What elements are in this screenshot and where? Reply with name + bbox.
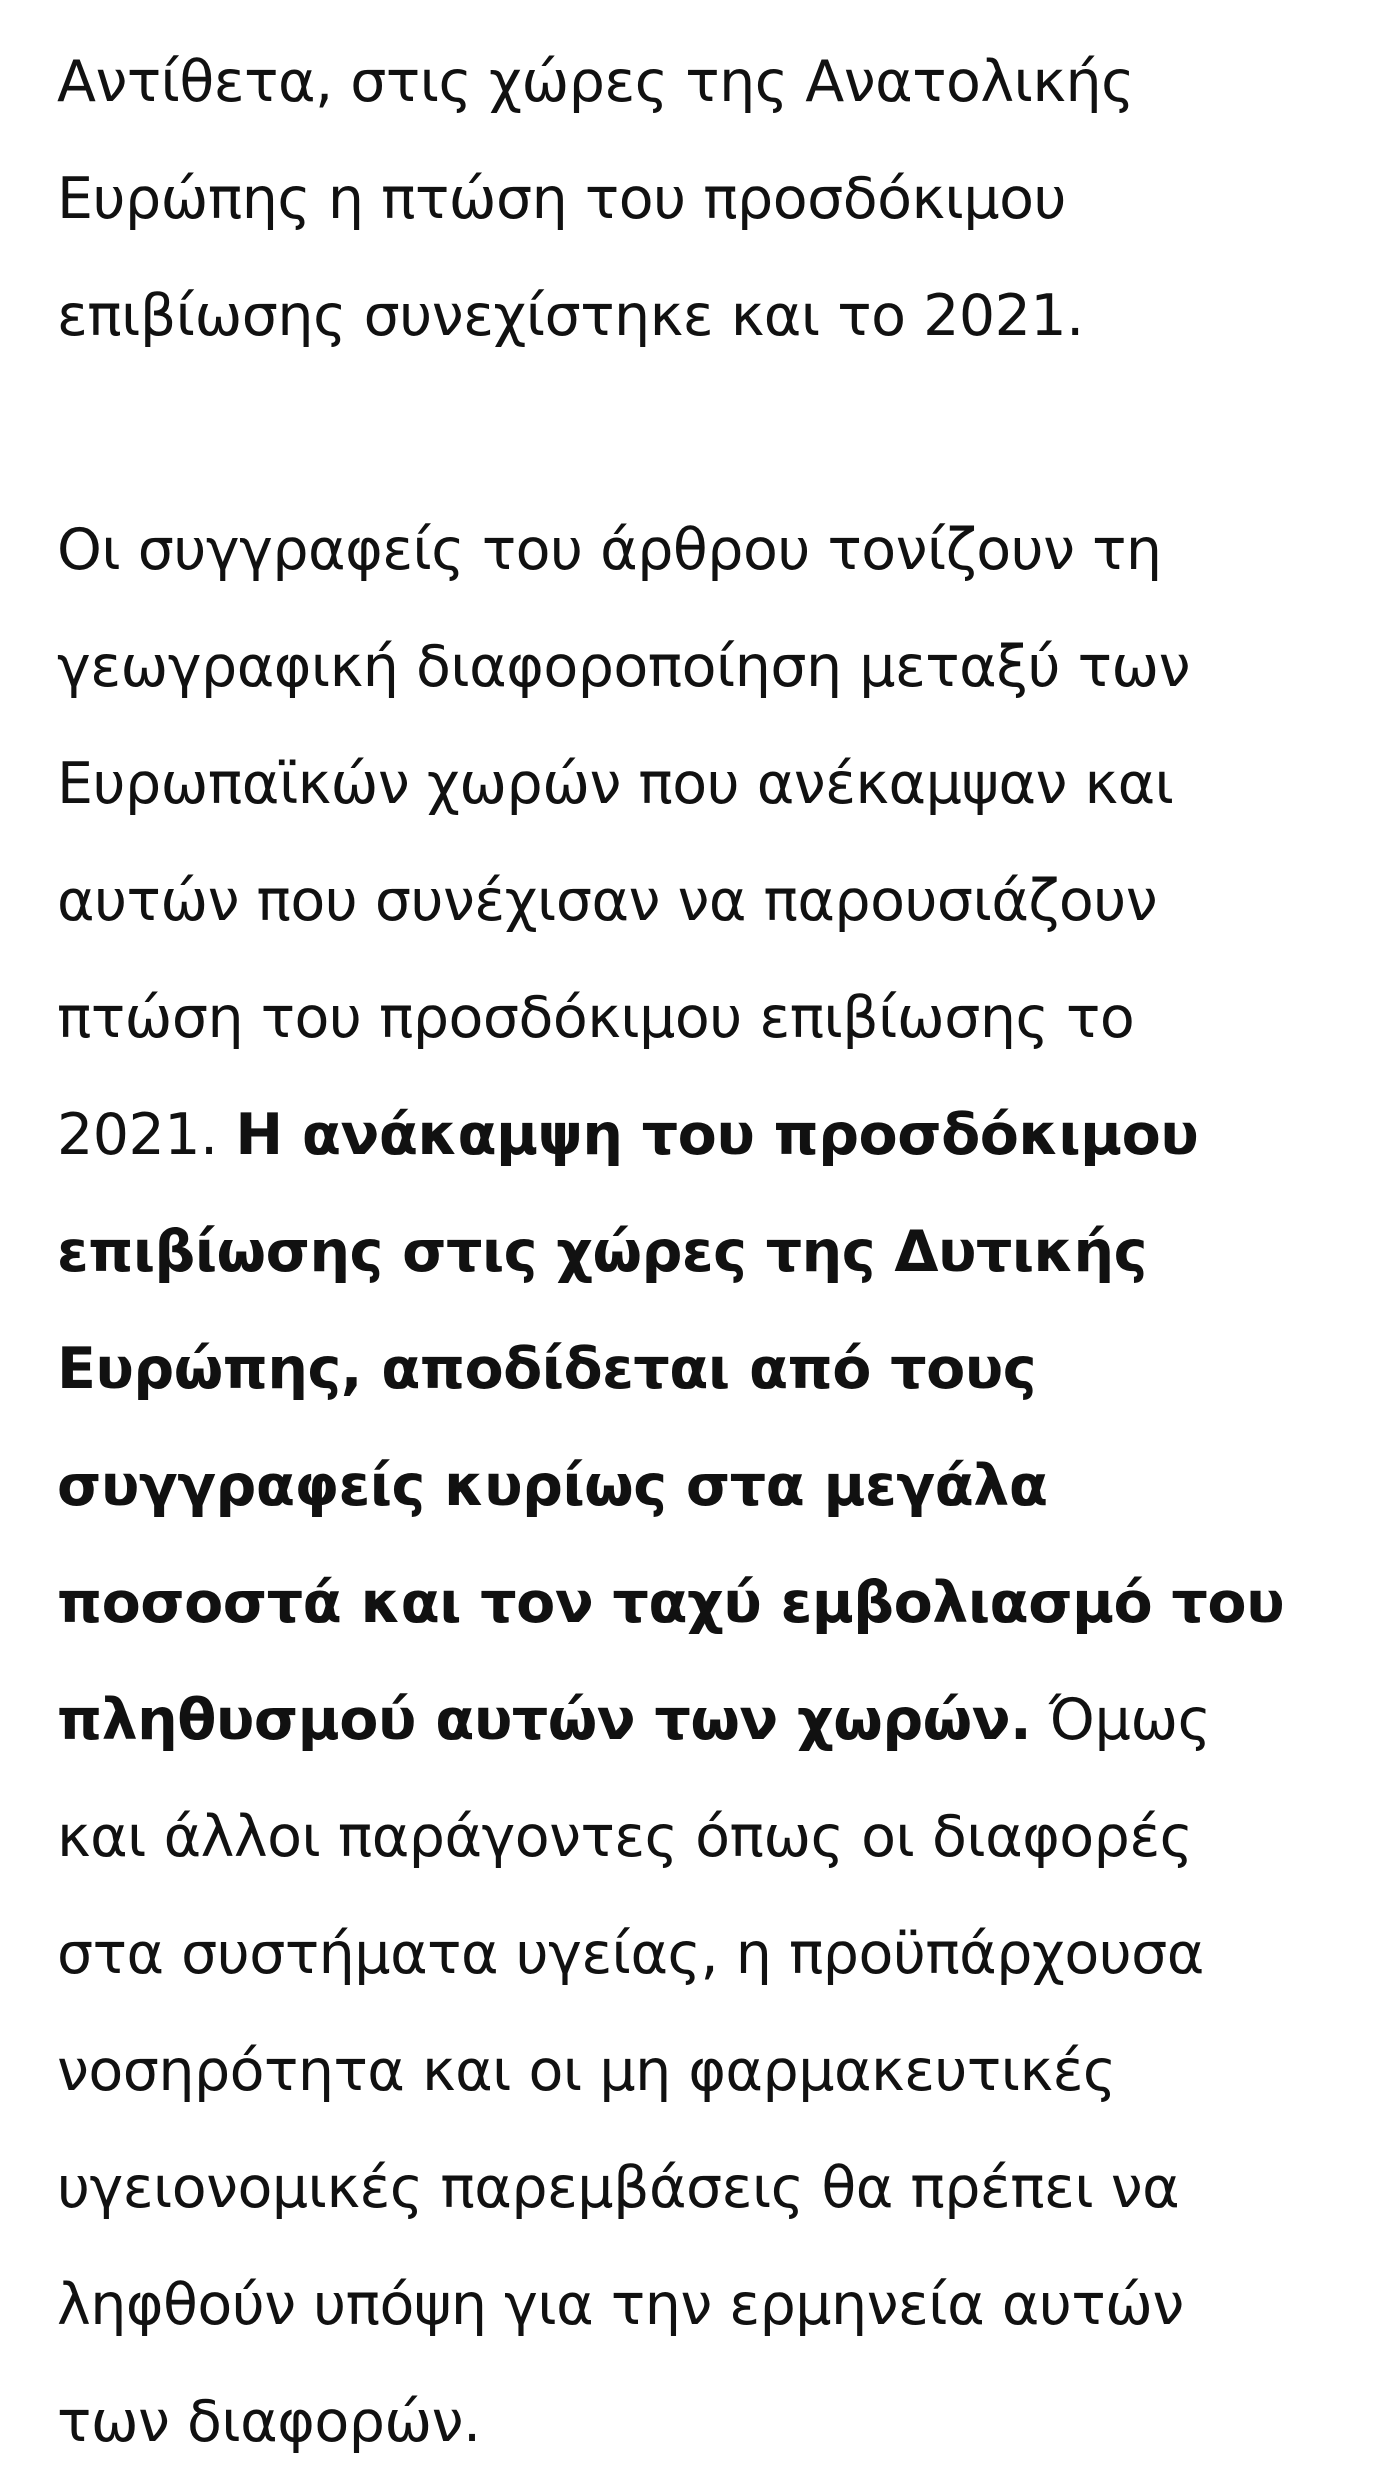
text-line: πτώση του προσδόκιμου επιβίωσης το — [57, 985, 1135, 1051]
text-run: Όμως — [1031, 1687, 1211, 1753]
emphasized-text-line: συγγραφείς κυρίως στα μεγάλα — [57, 1453, 1048, 1519]
text-line: γεωγραφική διαφοροποίηση μεταξύ των — [57, 634, 1190, 700]
text-line — [57, 1662, 1347, 1779]
text-line: ληφθούν υπόψη για την ερμηνεία αυτών — [57, 2272, 1184, 2338]
text-line: επιβίωσης συνεχίστηκε και το 2021. — [57, 283, 1084, 349]
text-line: στα συστήματα υγείας, η προϋπάρχουσα — [57, 1921, 1204, 1987]
paragraph-geographic-differentiation — [57, 492, 1347, 2481]
text-line: και άλλοι παράγοντες όπως οι διαφορές — [57, 1804, 1193, 1870]
emphasized-text: Η ανάκαμψη του προσδόκιμου — [235, 1102, 1199, 1168]
paragraph-eastern-europe — [57, 24, 1347, 375]
text-line — [57, 1077, 1347, 1194]
text-run: 2021. — [57, 1102, 236, 1168]
emphasized-text: πληθυσμού αυτών των χωρών. — [57, 1687, 1032, 1753]
text-line: των διαφορών. — [57, 2389, 481, 2455]
text-line: Ευρώπης η πτώση του προσδόκιμου — [57, 166, 1066, 232]
text-line: Αντίθετα, στις χώρες της Ανατολικής — [57, 49, 1135, 115]
text-line: αυτών που συνέχισαν να παρουσιάζουν — [57, 868, 1158, 934]
text-line: Οι συγγραφείς του άρθρου τονίζουν τη — [57, 517, 1162, 583]
emphasized-text-line: επιβίωσης στις χώρες της Δυτικής — [57, 1219, 1147, 1285]
emphasized-text-line: ποσοστά και τον ταχύ εμβολιασμό του — [57, 1570, 1285, 1636]
emphasized-text-line: Ευρώπης, αποδίδεται από τους — [57, 1336, 1037, 1402]
article-body — [57, 24, 1347, 2481]
text-line: νοσηρότητα και οι μη φαρμακευτικές — [57, 2038, 1116, 2104]
text-line: υγειονομικές παρεμβάσεις θα πρέπει να — [57, 2155, 1180, 2221]
text-line: Ευρωπαϊκών χωρών που ανέκαμψαν και — [57, 751, 1174, 817]
